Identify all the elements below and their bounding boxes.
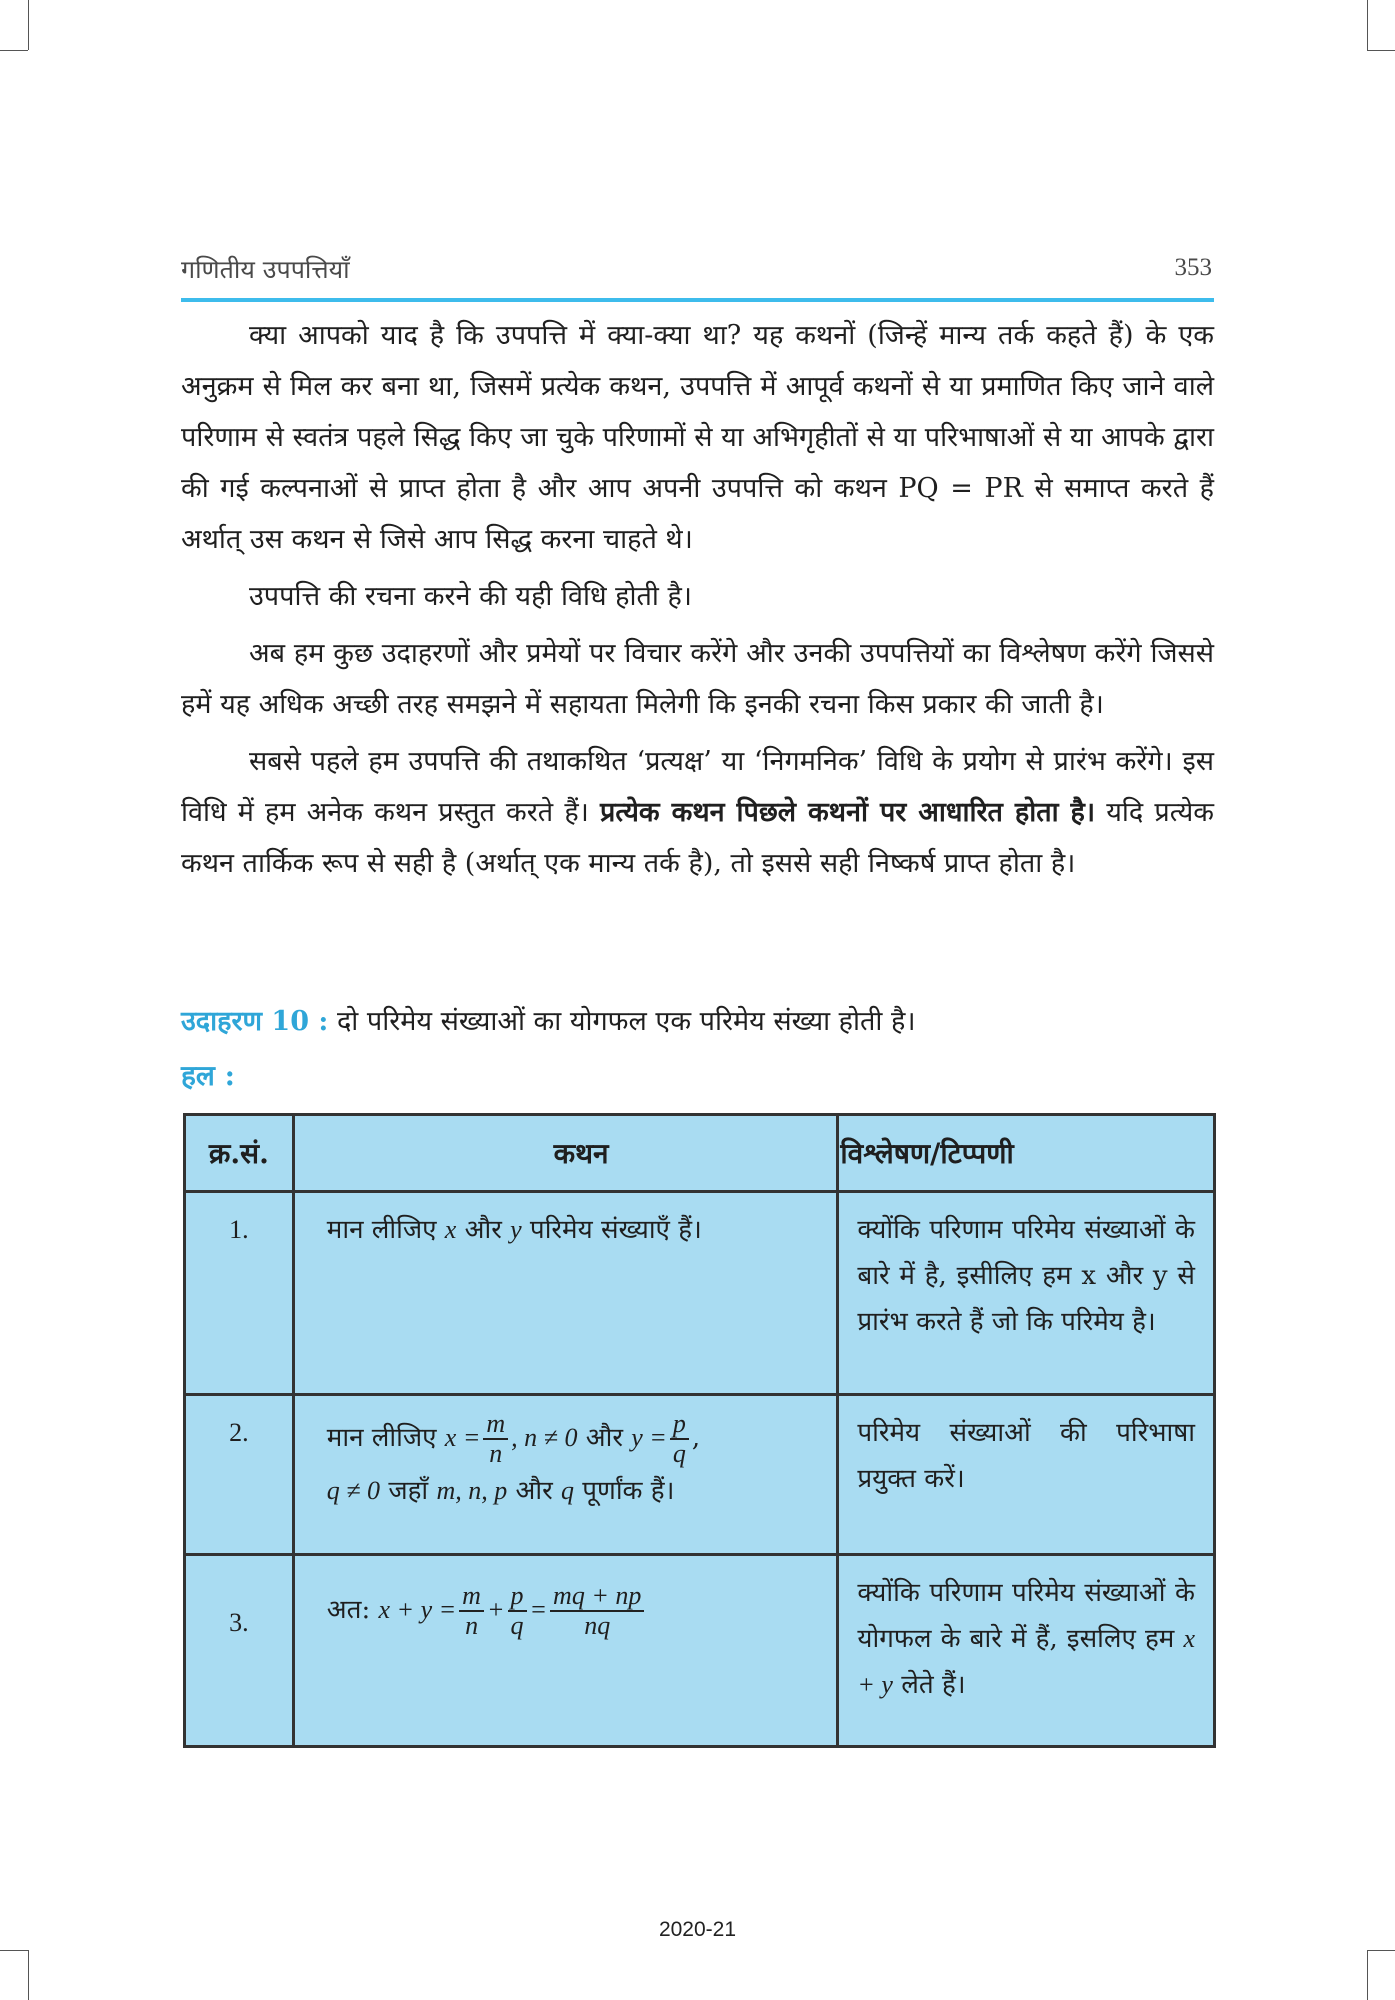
column-header: क्र.सं.: [185, 1115, 294, 1192]
bold-emphasis: प्रत्येक कथन पिछले कथनों पर आधारित होता है।: [600, 797, 1096, 828]
denominator: q: [672, 1439, 686, 1468]
math-expr: m, n, p: [436, 1476, 508, 1505]
row-number: 2.: [185, 1395, 294, 1555]
statement-text: अत:: [326, 1595, 371, 1625]
math-expr: =: [529, 1595, 548, 1624]
analysis-cell: परिमेय संख्याओं की परिभाषा प्रयुक्त करें।: [838, 1395, 1215, 1555]
statement-text: परिमेय संख्याएँ हैं।: [529, 1215, 702, 1245]
numerator: m: [459, 1582, 484, 1612]
statement-text: और: [515, 1476, 553, 1506]
crop-mark: [1367, 1950, 1368, 2000]
fraction: [483, 1410, 508, 1468]
column-header: कथन: [293, 1115, 838, 1192]
statement-cell: [293, 1192, 838, 1395]
example-text: दो परिमेय संख्याओं का योगफल एक परिमेय संख्या होती है।: [336, 1006, 916, 1037]
statement-text: और: [464, 1215, 502, 1245]
numerator: mq + np: [550, 1582, 644, 1612]
denominator: n: [465, 1611, 479, 1640]
fraction: [550, 1582, 644, 1640]
statement-text: मान लीजिए: [326, 1423, 437, 1453]
solution-label: हल :: [181, 1059, 235, 1092]
analysis-text: लेते हैं।: [901, 1670, 966, 1700]
numerator: p: [670, 1410, 689, 1440]
paragraph-text: सबसे पहले हम उपपत्ति की तथाकथित ‘प्रत्यक्ष’ या ‘निगमनिक’ विधि के प्रयोग से प्रारंभ करेंगे। इस विधि में हम अनेक कथन प्रस्तुत करते हैं।: [181, 746, 1214, 828]
math-expr: q ≠ 0: [326, 1476, 381, 1505]
statement-cell: मान लीजिए x = $\frac{m}{n}$ , n ≠ 0 और y = $\frac{p}{q}$ , q ≠ 0 जहाँ m, n, p और q पूर्णांक हैं।: [293, 1395, 838, 1555]
row-number: 3.: [185, 1555, 294, 1747]
crop-mark: [28, 1950, 29, 2000]
table-row: [185, 1192, 1215, 1395]
statement-text: जहाँ: [388, 1476, 429, 1506]
analysis-cell: [838, 1555, 1215, 1747]
numerator: m: [483, 1410, 508, 1440]
math-expr: x + y =: [378, 1595, 457, 1624]
example-label: उदाहरण 10 :: [181, 1006, 329, 1037]
fraction: [670, 1410, 689, 1468]
proof-table: [183, 1113, 1216, 1748]
denominator: n: [489, 1439, 503, 1468]
table-row: [185, 1555, 1215, 1747]
crop-mark: [28, 0, 29, 50]
page-footer: 2020-21: [658, 1918, 737, 1941]
crop-mark: [0, 1950, 28, 1951]
table-row: [185, 1395, 1215, 1555]
running-header: [181, 252, 1214, 302]
math-expr: x =: [444, 1423, 481, 1452]
statement-cell: [293, 1555, 838, 1747]
fraction: [508, 1582, 527, 1640]
paragraph: [181, 736, 1214, 889]
denominator: nq: [584, 1611, 611, 1640]
fraction: [459, 1582, 484, 1640]
paragraph-text: यदि प्रत्येक कथन तार्किक रूप से सही है (अर्थात् एक मान्य तर्क है), तो इससे सही निष्कर्ष प्राप्त होता है।: [181, 797, 1214, 879]
body-text: [181, 310, 1214, 895]
math-var: y: [510, 1215, 522, 1244]
example-statement: [181, 996, 916, 1048]
math-var: q: [560, 1476, 574, 1505]
math-expr: x + y: [857, 1624, 1196, 1699]
numerator: p: [508, 1582, 527, 1612]
math-var: x: [444, 1215, 457, 1244]
column-header: विश्लेषण/टिप्पणी: [838, 1115, 1215, 1192]
denominator: q: [510, 1611, 524, 1640]
statement-text: पूर्णांक हैं।: [582, 1476, 675, 1506]
statement-text: और: [585, 1423, 623, 1453]
chapter-title: गणितीय उपपत्तियाँ: [181, 255, 350, 284]
analysis-cell: क्योंकि परिणाम परिमेय संख्याओं के बारे में है, इसीलिए हम x और y से प्रारंभ करते हैं जो कि परिमेय है।: [838, 1192, 1215, 1395]
paragraph: अब हम कुछ उदाहरणों और प्रमेयों पर विचार करेंगे और उनकी उपपत्तियों का विश्लेषण करेंगे जिससे हमें यह अधिक अच्छी तरह समझने में सहायता मिलेगी कि इनकी रचना किस प्रकार की जाती है।: [181, 638, 1214, 720]
paragraph: क्या आपको याद है कि उपपत्ति में क्या-क्या था? यह कथनों (जिन्हें मान्य तर्क कहते हैं) के एक अनुक्रम से मिल कर बना था, जिसमें प्रत्येक कथन, उपपत्ति में आपूर्व कथनों से या प्रमाणित किए जाने वाले परिणाम से स्वतंत्र पहले सिद्ध किए जा चुके परिणामों से या अभिगृहीतों से या परिभाषाओं से या आपके द्वारा की गई कल्पनाओं से प्राप्त होता है और आप अपनी उपपत्ति को कथन PQ = PR से समाप्त करते हैं अर्थात् उस कथन से जिसे आप सिद्ध करना चाहते थे।: [181, 320, 1214, 555]
math-expr: y =: [631, 1423, 667, 1452]
crop-mark: [1367, 50, 1395, 51]
row-number: 1.: [185, 1192, 294, 1395]
paragraph: उपपत्ति की रचना करने की यही विधि होती है।: [249, 581, 693, 612]
statement-text: मान लीजिए: [326, 1215, 437, 1245]
page-number: 353: [1174, 254, 1212, 281]
crop-mark: [1367, 0, 1368, 50]
math-expr: , n ≠ 0: [511, 1423, 578, 1452]
crop-mark: [0, 50, 28, 51]
analysis-text: क्योंकि परिणाम परिमेय संख्याओं के योगफल के बारे में हैं, इसलिए हम: [857, 1578, 1195, 1654]
crop-mark: [1367, 1950, 1395, 1951]
table-header-row: [185, 1115, 1215, 1192]
math-expr: +: [486, 1595, 505, 1624]
